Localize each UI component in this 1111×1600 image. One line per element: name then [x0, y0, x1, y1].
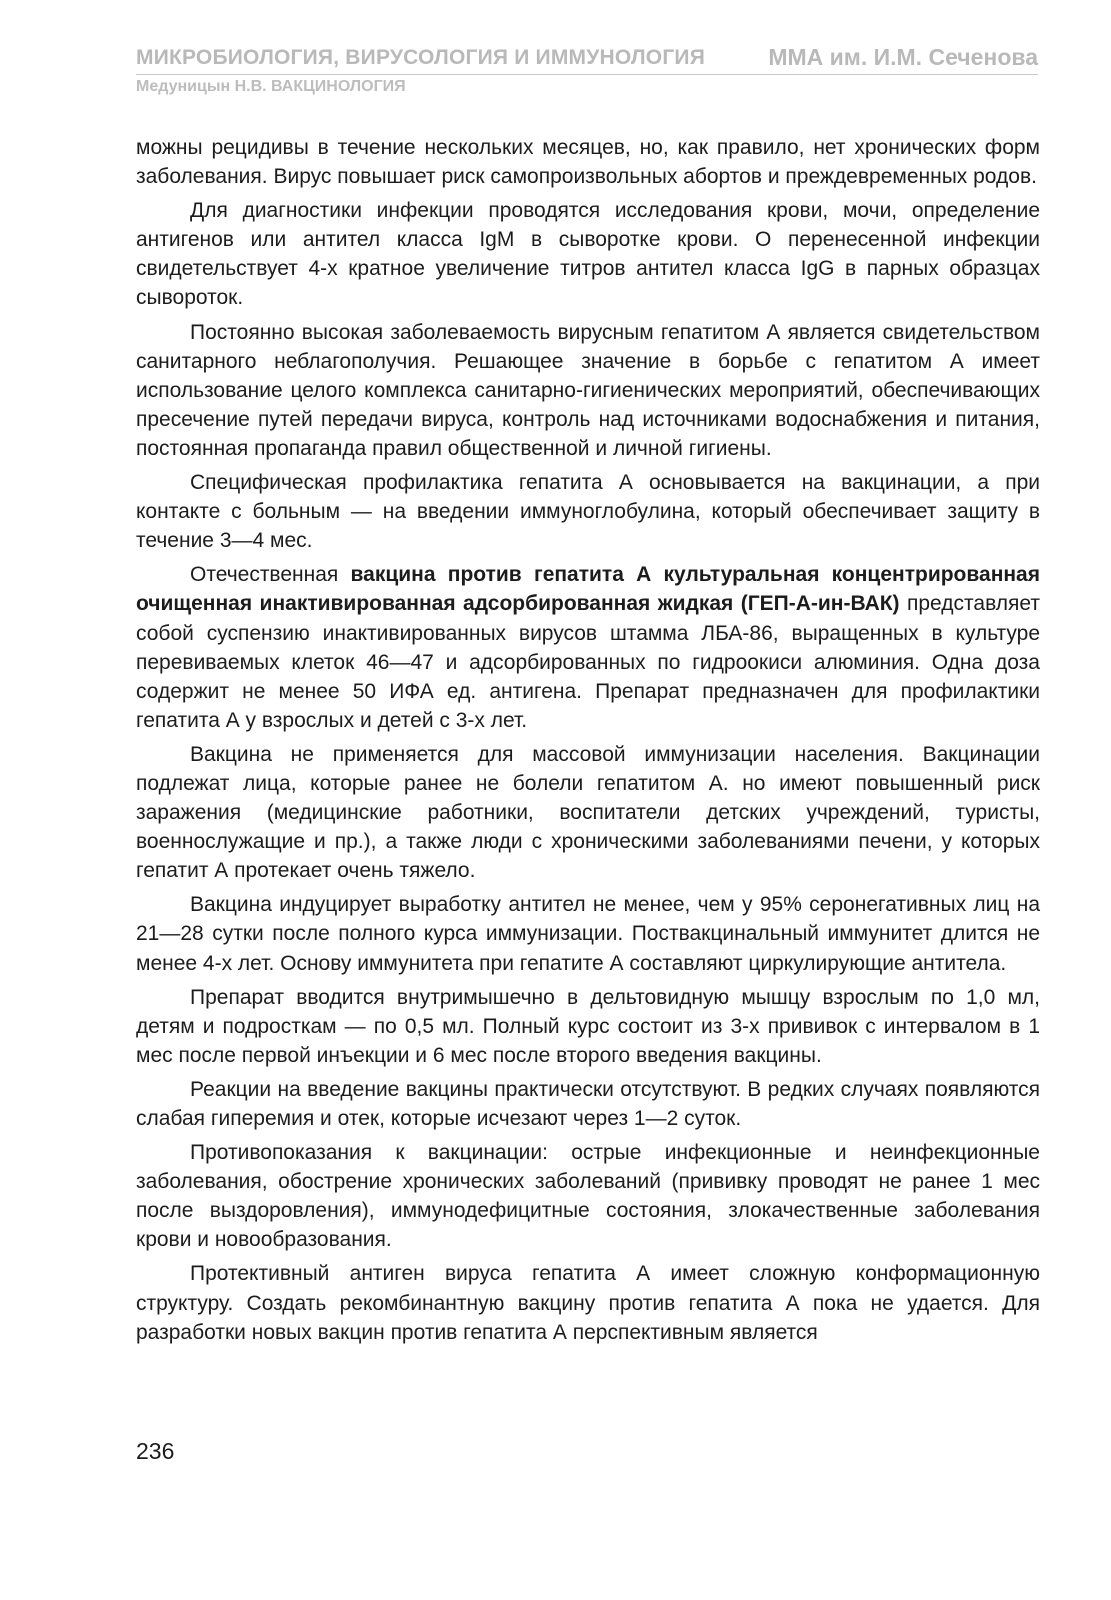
running-header-top-line: [136, 42, 1038, 76]
series-title: МИКРОБИОЛОГИЯ, ВИРУСОЛОГИЯ И ИММУНОЛОГИЯ: [136, 46, 706, 69]
vaccine-name-bold: вакцина против гепатита А культуральная концентрированная очищенная инактивированная адсорбированная жидкая (ГЕП-А-ин-ВАК): [136, 563, 1040, 616]
paragraph-immunogenicity: Вакцина индуцирует выработку антител не менее, чем у 95% серонегативных лиц на 21—28 сутки после полного курса иммунизации. Поствакцинальный иммунитет длится не менее 4-х лет. Основу иммунитета при гепатите А составляют циркулирующие антитела.: [136, 893, 1040, 975]
paragraph-prophylaxis: Специфическая профилактика гепатита А основывается на вакцинации, а при контакте с больным — на введении иммуноглобулина, который обеспечивает защиту в течение 3—4 мес.: [136, 471, 1040, 553]
paragraph-diagnostics: Для диагностики инфекции проводятся исследования крови, мочи, определение антигенов или антител класса IgM в сыворотке крови. О перенесенной инфекции свидетельствует 4-х кратное увеличение титров антител класса IgG в парных образцах сывороток.: [136, 199, 1040, 310]
header-divider: [136, 74, 1038, 75]
paragraph-contraindications: Противопоказания к вакцинации: острые инфекционные и неинфекционные заболевания, обострение хронических заболеваний (прививку проводят не ранее 1 мес после выздоровления), иммунодефицитные состояния, злокачественные заболевания крови и новообразования.: [136, 1141, 1040, 1252]
paragraph-protective-antigen: Протективный антиген вируса гепатита А имеет сложную конформационную структуру. Создать рекомбинантную вакцину против гепатита А пока не удается. Для разработки новых вакцин против гепатита А перспективным является: [136, 1262, 1040, 1344]
paragraph-target-groups: Вакцина не применяется для массовой иммунизации населения. Вакцинации подлежат лица, которые ранее не болели гепатитом А. но имеют повышенный риск заражения (медицинские работники, воспитатели детских учреждений, туристы, военнослужащие и пр.), а также люди с хроническими заболеваниями печени, у которых гепатит А протекает очень тяжело.: [136, 742, 1040, 883]
paragraph-continuation: можны рецидивы в течение нескольких месяцев, но, как правило, нет хронических форм заболевания. Вирус повышает риск самопроизвольных абортов и преждевременных родов.: [136, 136, 1040, 189]
institution-name: ММА им. И.М. Сеченова: [768, 44, 1038, 70]
paragraph-domestic-vaccine: [136, 560, 1040, 735]
paragraph-reactions: Реакции на введение вакцины практически отсутствуют. В редких случаях появляются слабая гиперемия и отек, которые исчезают через 1—2 суток.: [136, 1077, 1040, 1130]
page-number: 236: [136, 1438, 175, 1464]
book-title: Медуницын Н.В. ВАКЦИНОЛОГИЯ: [136, 78, 406, 95]
vaccine-intro-text: Отечественная: [190, 563, 351, 587]
paragraph-incidence: Постоянно высокая заболеваемость вирусным гепатитом А является свидетельством санитарного неблагополучия. Решающее значение в борьбе с гепатитом А имеет использование целого комплекса санитарно-гигиенических мероприятий, обеспечивающих пресечение путей передачи вируса, контроль над источниками водоснабжения и питания, постоянная пропаганда правил общественной и личной гигиены.: [136, 320, 1040, 460]
running-header: [136, 42, 1038, 102]
page-body: [136, 133, 1040, 1352]
vaccine-description-text: представляет собой суспензию инактивированных вирусов штамма ЛБА-86, выращенных в культуре перевиваемых клеток 46—47 и адсорбированных по гидроокиси алюминия. Одна доза содержит не менее 50 ИФА ед. антигена. Препарат предназначен для профилактики гепатита А у взрослых и детей с 3-х лет.: [136, 592, 1040, 732]
paragraph-administration: Препарат вводится внутримышечно в дельтовидную мышцу взрослым по 1,0 мл, детям и подросткам — по 0,5 мл. Полный курс состоит из 3-х прививок с интервалом в 1 мес после первой инъекции и 6 мес после второго введения вакцины.: [136, 985, 1040, 1067]
